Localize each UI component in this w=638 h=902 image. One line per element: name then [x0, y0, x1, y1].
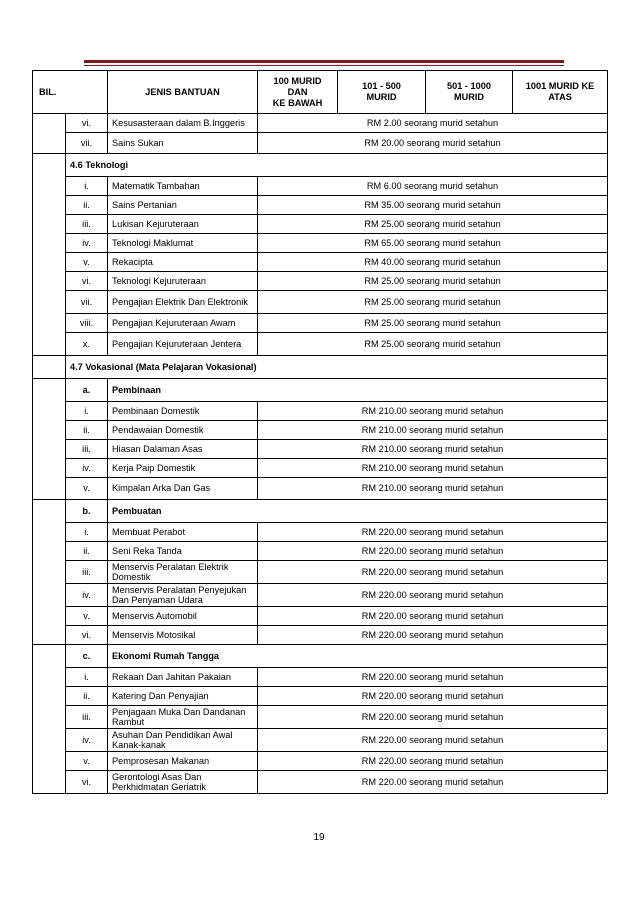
header-501-line1: 501 - 1000: [447, 81, 491, 91]
item-name: Hiasan Dalaman Asas: [108, 440, 258, 459]
bil-cell: [33, 196, 66, 215]
table-row: [33, 133, 608, 154]
item-number: iv.: [66, 234, 108, 253]
table-row: [33, 626, 608, 645]
item-number: ii.: [66, 196, 108, 215]
item-number: i.: [66, 668, 108, 687]
bil-cell: [33, 459, 66, 478]
item-rate: RM 210.00 seorang murid setahun: [258, 459, 608, 478]
header-501-1000: [426, 71, 513, 114]
bil-cell: [33, 114, 66, 133]
bil-cell: [33, 272, 66, 291]
table-row: [33, 314, 608, 333]
bil-cell: [33, 440, 66, 459]
bil-cell: [33, 729, 66, 752]
item-rate: RM 210.00 seorang murid setahun: [258, 421, 608, 440]
item-name: Gerontologi Asas Dan Perkhidmatan Geriatrik: [108, 771, 258, 794]
item-number: iii.: [66, 440, 108, 459]
bil-cell: [33, 234, 66, 253]
table-row: [33, 421, 608, 440]
item-name: Pengajian Elektrik Dan Elektronik: [108, 291, 258, 314]
bil-cell: [33, 500, 66, 523]
bil-cell: [33, 584, 66, 607]
table-row: [33, 114, 608, 133]
item-number: iv.: [66, 584, 108, 607]
item-rate: RM 2.00 seorang murid setahun: [258, 114, 608, 133]
item-number: v.: [66, 752, 108, 771]
item-rate: RM 25.00 seorang murid setahun: [258, 291, 608, 314]
bil-cell: [33, 687, 66, 706]
item-name: Pengajian Kejuruteraan Awam: [108, 314, 258, 333]
item-name: Menservis Motosikal: [108, 626, 258, 645]
item-name: Teknologi Maklumat: [108, 234, 258, 253]
item-rate: RM 220.00 seorang murid setahun: [258, 561, 608, 584]
bil-cell: [33, 133, 66, 154]
bil-cell: [33, 314, 66, 333]
table-row: [33, 333, 608, 356]
item-rate: RM 25.00 seorang murid setahun: [258, 314, 608, 333]
item-number: vi.: [66, 771, 108, 794]
item-number: vii.: [66, 133, 108, 154]
header-101-line1: 101 - 500: [362, 81, 401, 91]
bil-cell: [33, 645, 66, 668]
item-name: Sains Pertanian: [108, 196, 258, 215]
bil-cell: [33, 542, 66, 561]
item-number: ii.: [66, 542, 108, 561]
subsection-letter: b.: [66, 500, 108, 523]
item-rate: RM 220.00 seorang murid setahun: [258, 542, 608, 561]
item-name: Sains Sukan: [108, 133, 258, 154]
item-name: Lukisan Kejuruteraan: [108, 215, 258, 234]
item-rate: RM 65.00 seorang murid setahun: [258, 234, 608, 253]
section-row: [33, 154, 608, 177]
bil-cell: [33, 626, 66, 645]
table-row: [33, 402, 608, 421]
item-number: ii.: [66, 687, 108, 706]
table-row: [33, 196, 608, 215]
header-bil: BIL.: [33, 71, 108, 114]
item-rate: RM 25.00 seorang murid setahun: [258, 333, 608, 356]
table-body: [33, 114, 608, 794]
header-1001-line1: 1001 MURID KE: [525, 81, 595, 91]
item-number: viii.: [66, 314, 108, 333]
item-number: vi.: [66, 114, 108, 133]
item-number: vii.: [66, 291, 108, 314]
item-name: Katering Dan Penyajian: [108, 687, 258, 706]
subsection-title: Pembuatan: [108, 500, 608, 523]
item-name: Penjagaan Muka Dan Dandanan Rambut: [108, 706, 258, 729]
table-row: [33, 561, 608, 584]
item-name: Pembinaan Domestik: [108, 402, 258, 421]
item-rate: RM 210.00 seorang murid setahun: [258, 478, 608, 500]
item-rate: RM 220.00 seorang murid setahun: [258, 668, 608, 687]
item-number: iv.: [66, 729, 108, 752]
item-rate: RM 220.00 seorang murid setahun: [258, 729, 608, 752]
item-rate: RM 220.00 seorang murid setahun: [258, 771, 608, 794]
table-row: [33, 234, 608, 253]
bil-cell: [33, 752, 66, 771]
item-name: Rekacipta: [108, 253, 258, 272]
header-100-line2: DAN: [287, 86, 308, 97]
table-row: [33, 523, 608, 542]
header-100-murid: [258, 71, 338, 114]
item-rate: RM 25.00 seorang murid setahun: [258, 215, 608, 234]
header-rule-thick: [84, 60, 564, 63]
item-number: vi.: [66, 272, 108, 291]
item-number: i.: [66, 523, 108, 542]
bil-cell: [33, 478, 66, 500]
table-row: [33, 607, 608, 626]
bil-cell: [33, 291, 66, 314]
table-row: [33, 215, 608, 234]
bil-cell: [33, 421, 66, 440]
table-row: [33, 706, 608, 729]
item-rate: RM 220.00 seorang murid setahun: [258, 706, 608, 729]
item-name: Asuhan Dan Pendidikan Awal Kanak-kanak: [108, 729, 258, 752]
aid-rates-table: [32, 70, 608, 794]
table-row: [33, 459, 608, 478]
table-header-row: [33, 71, 608, 114]
table-row: [33, 687, 608, 706]
item-name: Kesusasteraan dalam B.Inggeris: [108, 114, 258, 133]
section-row: [33, 356, 608, 379]
header-1001-line2: ATAS: [548, 92, 572, 102]
item-number: iv.: [66, 459, 108, 478]
bil-cell: [33, 561, 66, 584]
item-name: Rekaan Dan Jahitan Pakaian: [108, 668, 258, 687]
subsection-letter: c.: [66, 645, 108, 668]
item-rate: RM 220.00 seorang murid setahun: [258, 607, 608, 626]
item-rate: RM 210.00 seorang murid setahun: [258, 402, 608, 421]
item-rate: RM 20.00 seorang murid setahun: [258, 133, 608, 154]
item-number: iii.: [66, 706, 108, 729]
bil-cell: [33, 333, 66, 356]
item-rate: RM 6.00 seorang murid setahun: [258, 177, 608, 196]
item-number: i.: [66, 177, 108, 196]
item-name: Seni Reka Tanda: [108, 542, 258, 561]
header-101-line2: MURID: [366, 92, 397, 102]
item-number: iii.: [66, 215, 108, 234]
table-row: [33, 668, 608, 687]
table-row: [33, 177, 608, 196]
item-number: v.: [66, 253, 108, 272]
table-row: [33, 752, 608, 771]
table-row: [33, 440, 608, 459]
bil-cell: [33, 668, 66, 687]
item-name: Menservis Automobil: [108, 607, 258, 626]
table-row: [33, 253, 608, 272]
section-title: 4.7 Vokasional (Mata Pelajaran Vokasional): [66, 356, 608, 379]
table-row: [33, 584, 608, 607]
section-title: 4.6 Teknologi: [66, 154, 608, 177]
subsection-row: [33, 500, 608, 523]
item-name: Pendawaian Domestik: [108, 421, 258, 440]
item-rate: RM 25.00 seorang murid setahun: [258, 272, 608, 291]
header-101-500: [338, 71, 426, 114]
item-number: v.: [66, 607, 108, 626]
item-name: Pengajian Kejuruteraan Jentera: [108, 333, 258, 356]
item-rate: RM 220.00 seorang murid setahun: [258, 687, 608, 706]
item-number: vi.: [66, 626, 108, 645]
header-100-line1: 100 MURID: [273, 75, 322, 86]
item-rate: RM 40.00 seorang murid setahun: [258, 253, 608, 272]
bil-cell: [33, 402, 66, 421]
bil-cell: [33, 523, 66, 542]
table-row: [33, 478, 608, 500]
item-rate: RM 35.00 seorang murid setahun: [258, 196, 608, 215]
bil-cell: [33, 253, 66, 272]
subsection-letter: a.: [66, 379, 108, 402]
item-name: Menservis Peralatan Penyejukan Dan Penyaman Udara: [108, 584, 258, 607]
subsection-title: Ekonomi Rumah Tangga: [108, 645, 608, 668]
item-number: v.: [66, 478, 108, 500]
item-name: Pemprosesan Makanan: [108, 752, 258, 771]
item-number: iii.: [66, 561, 108, 584]
bil-cell: [33, 607, 66, 626]
item-number: i.: [66, 402, 108, 421]
subsection-row: [33, 379, 608, 402]
item-name: Kerja Paip Domestik: [108, 459, 258, 478]
item-rate: RM 210.00 seorang murid setahun: [258, 440, 608, 459]
item-name: Membuat Perabot: [108, 523, 258, 542]
bil-cell: [33, 215, 66, 234]
header-100-line3: KE BAWAH: [272, 97, 323, 108]
bil-cell: [33, 154, 66, 177]
item-rate: RM 220.00 seorang murid setahun: [258, 752, 608, 771]
header-jenis-bantuan: JENIS BANTUAN: [108, 71, 258, 114]
table-row: [33, 729, 608, 752]
item-number: ii.: [66, 421, 108, 440]
table-row: [33, 272, 608, 291]
item-rate: RM 220.00 seorang murid setahun: [258, 523, 608, 542]
bil-cell: [33, 177, 66, 196]
bil-cell: [33, 771, 66, 794]
item-rate: RM 220.00 seorang murid setahun: [258, 626, 608, 645]
bil-cell: [33, 706, 66, 729]
item-rate: RM 220.00 seorang murid setahun: [258, 584, 608, 607]
item-name: Matematik Tambahan: [108, 177, 258, 196]
table-row: [33, 771, 608, 794]
header-501-line2: MURID: [453, 92, 485, 102]
item-name: Kimpalan Arka Dan Gas: [108, 478, 258, 500]
header-rule-thin: [84, 65, 564, 66]
subsection-title: Pembinaan: [108, 379, 608, 402]
item-number: x.: [66, 333, 108, 356]
table-row: [33, 542, 608, 561]
item-name: Menservis Peralatan Elektrik Domestik: [108, 561, 258, 584]
header-1001-ke-atas: [513, 71, 608, 114]
bil-cell: [33, 379, 66, 402]
bil-cell: [33, 356, 66, 379]
subsection-row: [33, 645, 608, 668]
item-name: Teknologi Kejuruteraan: [108, 272, 258, 291]
table-row: [33, 291, 608, 314]
page-number: 19: [313, 832, 325, 843]
